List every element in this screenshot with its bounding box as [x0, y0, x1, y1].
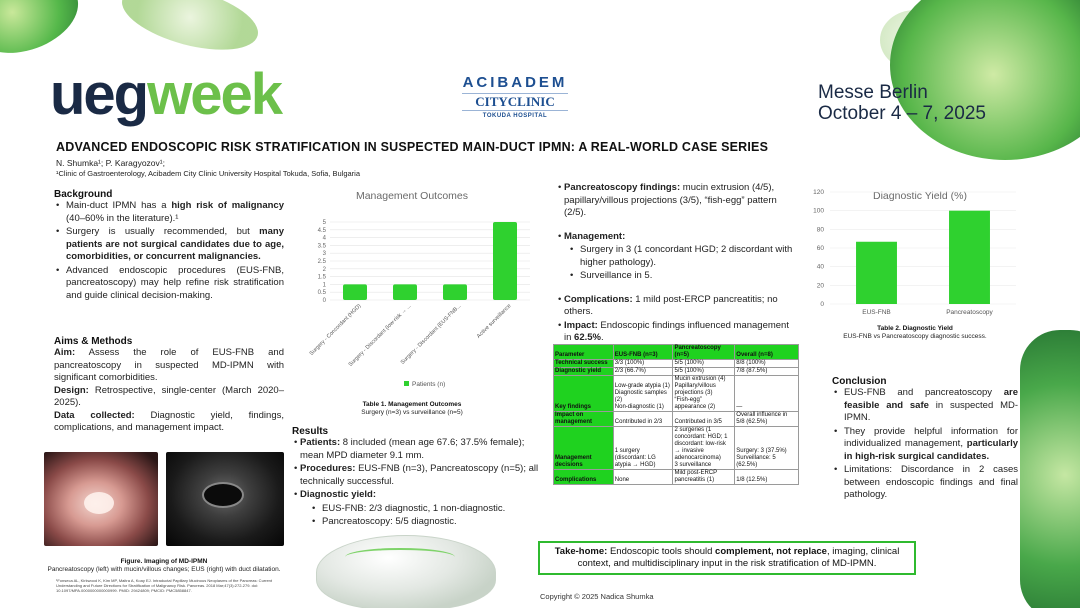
x-tick-label: Active surveillance [475, 303, 513, 340]
bar [949, 211, 990, 304]
table-cell: Overall influence in 5/8 (62.5%) [735, 412, 799, 427]
background-item: • Main-duct IPMN has a high risk of malignancy (40–60% in the literature).¹ [54, 200, 284, 225]
pancreatoscopy-findings: • Pancreatoscopy findings: mucin extrusion (4/5), papillary/villous projections (3/5), “fish-egg” pattern (2/5). [556, 182, 796, 220]
y-tick-label: 40 [816, 263, 824, 271]
conclusion-item: • EUS-FNB and pancreatoscopy are feasible and safe in suspected MD-IPMN. [832, 387, 1018, 425]
table-cell: — [735, 376, 799, 412]
y-tick-label: 0 [322, 298, 326, 304]
data-collected-text: Data collected: Diagnostic yield, findings, complications, and management impact. [54, 409, 285, 433]
y-tick-label: 100 [813, 207, 824, 215]
conclusion-section [832, 376, 1018, 503]
chart1-caption-title: Table 1. Management Outcomes [362, 401, 462, 408]
aim-text: Aim: Assess the role of EUS-FNB and pancreatoscopy in suspected MD-IPMN with significant comorbidities. [54, 347, 284, 383]
eus-image [166, 452, 284, 546]
legend-swatch [404, 381, 409, 386]
table-row [554, 368, 799, 376]
management-heading: • Management: [556, 231, 796, 244]
y-tick-label: 2 [322, 266, 326, 273]
y-tick-label: 0 [820, 301, 824, 308]
table-row-label: Diagnostic yield [554, 368, 614, 376]
yield-item: • Pancreatoscopy: 5/5 diagnostic. [292, 516, 542, 529]
x-tick-label: Surgery - Concordant (HGD) [308, 303, 363, 357]
table-cell: Mucin extrusion (4) Papillary/villous projections (3) “Fish-egg” appearance (2) [673, 376, 735, 412]
bar [343, 284, 367, 300]
results-item: • Patients: 8 included (mean age 67.6; 37.5% female); mean MPD diameter 9.1 mm. [292, 437, 542, 462]
table-cell: None [613, 470, 673, 485]
y-tick-label: 4.5 [317, 227, 326, 234]
table-header: Parameter [554, 345, 614, 360]
table-cell: Mild post-ERCP pancreatitis (1) [673, 470, 735, 485]
management-outcomes-chart [292, 200, 538, 400]
yield-item: • EUS-FNB: 2/3 diagnostic, 1 non-diagnostic. [292, 503, 542, 516]
conclusion-item: • They provide helpful information for individualized management, particularly in high-risk surgical candidates. [832, 426, 1018, 464]
table-cell: Contributed in 2/3 [613, 412, 673, 427]
y-tick-label: 120 [813, 189, 824, 196]
results-section [292, 426, 542, 530]
results-table [553, 344, 799, 485]
pancreas-illustration [316, 535, 496, 608]
background-item: • Surgery is usually recommended, but many patients are not surgical candidates due to age, comorbidities, or concurrent malignancies. [54, 226, 284, 264]
x-tick-label: Surgery - Discordant (low-risk → ... [347, 303, 413, 368]
table-cell: 1/8 (12.5%) [735, 470, 799, 485]
results-heading: Results [292, 426, 329, 437]
authors: N. Shumka¹; P. Karagyozov¹; [56, 158, 165, 168]
y-tick-label: 1 [322, 282, 326, 289]
background-section [54, 189, 284, 303]
management-item: • Surveillance in 5. [568, 270, 796, 283]
conclusion-heading: Conclusion [832, 376, 887, 387]
table-row [554, 360, 799, 368]
decorative-leaf [890, 0, 1080, 160]
y-tick-label: 5 [322, 220, 326, 226]
table-row [554, 470, 799, 485]
x-tick-label: Pancreatoscopy [946, 309, 993, 316]
background-item: • Advanced endoscopic procedures (EUS-FNB, pancreatoscopy) may help refine risk stratification and guide clinical decision-making. [54, 265, 284, 303]
table-cell: 5/5 (100%) [673, 368, 735, 376]
decorative-leaf [115, 0, 264, 62]
table-cell: Contributed in 3/5 [673, 412, 735, 427]
aims-methods-section [54, 336, 284, 435]
table-cell: Low-grade atypia (1) Diagnostic samples (2) Non-diagnostic (1) [613, 376, 673, 412]
hospital-logo: ACIBADEM CITYCLINIC TOKUDA HOSPITAL [462, 74, 568, 119]
table-row [554, 376, 799, 412]
figure-caption-title: Figure. Imaging of MD-IPMN [120, 558, 208, 565]
chart2-caption-title: Table 2. Diagnostic Yield [877, 325, 953, 332]
y-tick-label: 3 [322, 251, 326, 258]
bar [856, 242, 897, 304]
results-item: • Procedures: EUS-FNB (n=3), Pancreatoscopy (n=5); all technically successful. [292, 463, 542, 488]
background-heading: Background [54, 189, 113, 200]
legend-label: Patients (n) [412, 381, 446, 388]
chart1-caption-text: Surgery (n=3) vs surveillance (n=5) [361, 409, 463, 416]
venue-info: Messe Berlin October 4 – 7, 2025 [818, 82, 986, 124]
decorative-leaf [0, 0, 89, 67]
management-item: • Surgery in 3 (1 concordant HGD; 2 discordant with higher pathology). [568, 244, 796, 269]
table-row-label: Management decisions [554, 427, 614, 470]
table-row-label: Complications [554, 470, 614, 485]
bar [393, 284, 417, 300]
table-row-label: Technical success [554, 360, 614, 368]
chart2-caption-text: EUS-FNB vs Pancreatoscopy diagnostic success. [843, 333, 987, 340]
table-row [554, 427, 799, 470]
y-tick-label: 80 [816, 226, 824, 234]
y-tick-label: 60 [816, 245, 824, 252]
copyright: Copyright © 2025 Nadica Shumka [540, 592, 654, 601]
table-cell: 2 surgeries (1 concordant: HGD; 1 discordant: low-risk → invasive adenocarcinoma) 3 surveillance [673, 427, 735, 470]
y-tick-label: 0.5 [317, 290, 326, 297]
ueg-week-logo: uegweek [50, 62, 282, 127]
results-item: • Diagnostic yield: [292, 489, 542, 502]
complications-text: • Complications: 1 mild post-ERCP pancreatitis; no others. [556, 294, 796, 319]
poster-title: ADVANCED ENDOSCOPIC RISK STRATIFICATION IN SUSPECTED MAIN-DUCT IPMN: A REAL-WORLD CASE SERIES [56, 140, 769, 154]
table-header: Pancreatoscopy (n=5) [673, 345, 735, 360]
affiliation: ¹Clinic of Gastroenterology, Acibadem City Clinic University Hospital Tokuda, Sofia, Bulgaria [56, 169, 361, 178]
table-cell: 8/8 (100%) [735, 360, 799, 368]
x-tick-label: EUS-FNB [862, 309, 891, 316]
pancreatoscopy-image [44, 452, 158, 546]
bar [443, 284, 467, 300]
table-cell: 3/3 (100%) [613, 360, 673, 368]
design-text: Design: Retrospective, single-center (March 2020–2025). [54, 384, 284, 408]
table-row [554, 412, 799, 427]
references: ¹Fonseca AL, Kirkwood K, Kim MP, Maitra A, Koay EJ. Intraductal Papillary Mucinous Neoplasms of the Pancreas: Current Understanding and Future Directions for Stratification of Malignancy Risk. Pancreas. 2018 Mar;47(3):272-279. doi: 10.1097/MPA.0000000000000999. PMID: 29424809; PMCID: PMC5858847. [56, 578, 273, 593]
diagnostic-yield-chart [806, 184, 1022, 324]
y-tick-label: 4 [322, 235, 326, 242]
y-tick-label: 3.5 [317, 243, 326, 250]
table-header: EUS-FNB (n=3) [613, 345, 673, 360]
table-header: Overall (n=8) [735, 345, 799, 360]
y-tick-label: 2.5 [317, 259, 326, 265]
table-cell: 5/5 (100%) [673, 360, 735, 368]
table-row-label: Key findings [554, 376, 614, 412]
table-cell: 7/8 (87.5%) [735, 368, 799, 376]
y-tick-label: 20 [816, 282, 824, 290]
decorative-leaf [1020, 330, 1080, 608]
chart1-title: Management Outcomes [355, 190, 469, 202]
y-tick-label: 1.5 [317, 274, 326, 281]
aims-heading: Aims & Methods [54, 336, 133, 347]
table-cell: 2/3 (66.7%) [613, 368, 673, 376]
takehome-box: Take-home: Endoscopic tools should complement, not replace, imaging, clinical context, and multidisciplinary input in the risk stratification of MD-IPMN. [538, 541, 916, 575]
table-header-row [554, 345, 799, 360]
chart2-title: Diagnostic Yield (%) [873, 190, 967, 202]
figure-caption-text: Pancreatoscopy (left) with mucin/villous changes; EUS (right) with duct dilatation. [47, 566, 281, 573]
x-tick-label: Surgery - Discordant (EUS-FNB... [399, 303, 463, 366]
table-row-label: Impact on management [554, 412, 614, 427]
impact-text: • Impact: Endoscopic findings influenced management in 62.5%. [556, 320, 796, 345]
findings-section [556, 182, 796, 346]
bar [493, 222, 517, 300]
conclusion-item: • Limitations: Discordance in 2 cases between endoscopic findings and final pathology. [832, 464, 1018, 502]
table-cell: 1 surgery (discordant: LG atypia → HGD) [613, 427, 673, 470]
table-cell: Surgery: 3 (37.5%) Surveillance: 5 (62.5%) [735, 427, 799, 470]
